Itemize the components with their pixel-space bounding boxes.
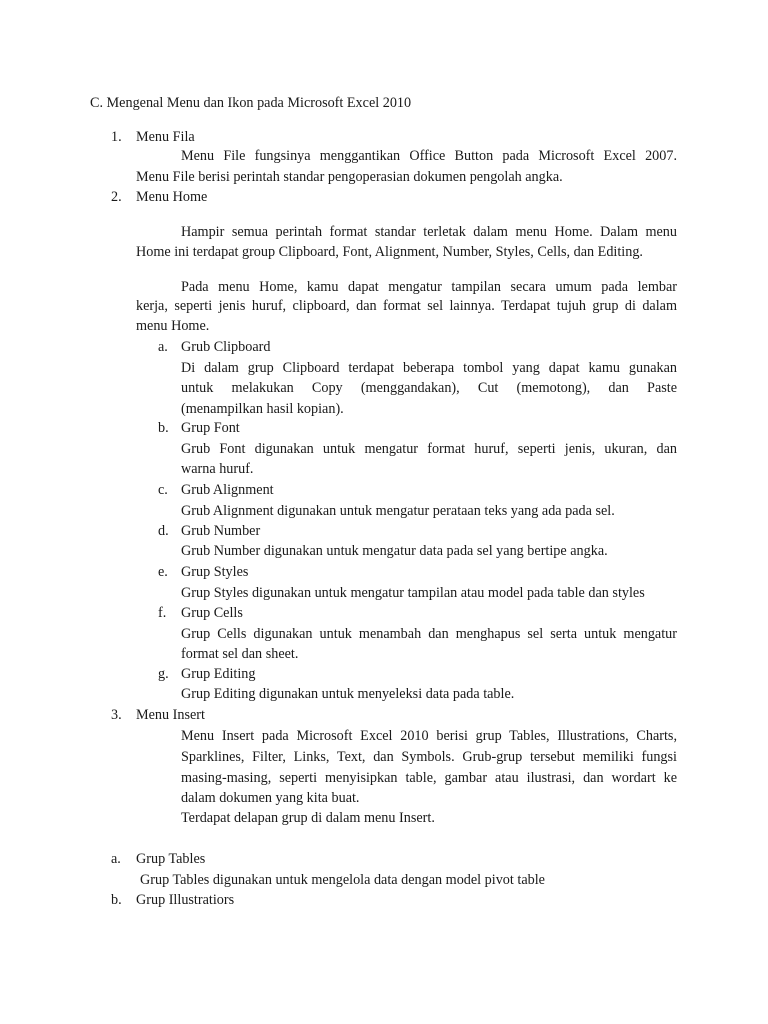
paragraph-line: Home ini terdapat group Clipboard, Font, Alignment, Number, Styles, Cells, dan Editing. — [136, 244, 643, 260]
sub-line: warna huruf. — [181, 461, 254, 477]
sub-line: Grub Alignment digunakan untuk mengatur perataan teks yang ada pada sel. — [181, 503, 615, 519]
sub-letter: b. — [158, 420, 169, 436]
sub-line: Grub Number digunakan untuk mengatur data pada sel yang bertipe angka. — [181, 543, 608, 559]
sub-line: (menampilkan hasil kopian). — [181, 401, 344, 417]
sub-line: format sel dan sheet. — [181, 646, 299, 662]
paragraph-line: menu Home. — [136, 318, 210, 334]
sub-letter: e. — [158, 564, 168, 580]
sub-letter: c. — [158, 482, 168, 498]
item-number: 1. — [111, 129, 122, 145]
insert-group-letter: a. — [111, 851, 121, 867]
sub-line: Grup Editing digunakan untuk menyeleksi data pada table. — [181, 686, 515, 702]
sub-letter: f. — [158, 605, 167, 621]
item-title-menu-file: Menu Fila — [136, 129, 195, 145]
sub-title: Grup Cells — [181, 605, 243, 621]
paragraph-line: masing-masing, seperti menyisipkan table, gambar atau ilustrasi, dan wordart ke — [181, 770, 677, 786]
sub-title: Grup Editing — [181, 666, 256, 682]
item-number: 3. — [111, 707, 122, 723]
sub-letter: d. — [158, 523, 169, 539]
sub-line: Grup Styles digunakan untuk mengatur tampilan atau model pada table dan styles — [181, 585, 645, 601]
sub-line: Grup Cells digunakan untuk menambah dan menghapus sel serta untuk mengatur — [181, 626, 677, 642]
sub-letter: g. — [158, 666, 169, 682]
insert-group-letter: b. — [111, 892, 122, 908]
sub-title: Grub Number — [181, 523, 261, 539]
insert-group-title: Grup Tables — [136, 851, 206, 867]
section-heading: C. Mengenal Menu dan Ikon pada Microsoft Excel 2010 — [90, 95, 412, 111]
insert-group-desc: Grup Tables digunakan untuk mengelola data dengan model pivot table — [140, 872, 545, 888]
sub-title: Grub Clipboard — [181, 339, 271, 355]
paragraph-line: Menu File fungsinya menggantikan Office Button pada Microsoft Excel 2007. — [181, 148, 677, 164]
paragraph-line: Menu Insert pada Microsoft Excel 2010 berisi grup Tables, Illustrations, Charts, — [181, 728, 677, 744]
paragraph-line: kerja, seperti jenis huruf, clipboard, dan format sel lainnya. Terdapat tujuh grup di dalam — [136, 298, 677, 314]
sub-line: untuk melakukan Copy (menggandakan), Cut (memotong), dan Paste — [181, 380, 677, 396]
sub-line: Grub Font digunakan untuk mengatur format huruf, seperti jenis, ukuran, dan — [181, 441, 677, 457]
item-number: 2. — [111, 189, 122, 205]
sub-title: Grup Font — [181, 420, 240, 436]
sub-title: Grup Styles — [181, 564, 249, 580]
paragraph-line: Terdapat delapan grup di dalam menu Insert. — [181, 810, 435, 826]
sub-letter: a. — [158, 339, 168, 355]
sub-title: Grub Alignment — [181, 482, 274, 498]
paragraph-line: Menu File berisi perintah standar pengoperasian dokumen pengolah angka. — [136, 169, 563, 185]
sub-line: Di dalam grup Clipboard terdapat beberapa tombol yang dapat kamu gunakan — [181, 360, 677, 376]
item-title-menu-insert: Menu Insert — [136, 707, 205, 723]
insert-group-title: Grup Illustratiors — [136, 892, 235, 908]
paragraph-line: Sparklines, Filter, Links, Text, dan Symbols. Grub-grup tersebut memiliki fungsi — [181, 749, 677, 765]
item-title-menu-home: Menu Home — [136, 189, 208, 205]
paragraph-line: Hampir semua perintah format standar terletak dalam menu Home. Dalam menu — [181, 224, 677, 240]
paragraph-line: dalam dokumen yang kita buat. — [181, 790, 360, 806]
paragraph-line: Pada menu Home, kamu dapat mengatur tampilan secara umum pada lembar — [181, 279, 677, 295]
